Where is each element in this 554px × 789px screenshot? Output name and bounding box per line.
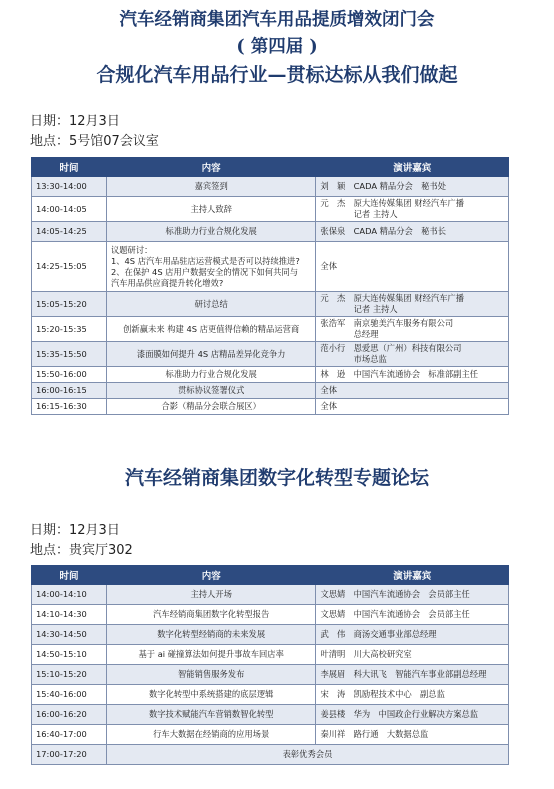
table-row <box>32 585 509 605</box>
cell-time: 15:10-15:20 <box>32 665 107 685</box>
cell-content: 数字技术赋能汽车营销数智化转型 <box>106 705 315 725</box>
cell-time: 17:00-17:20 <box>32 745 107 765</box>
cell-speaker: 张浩军 南京驰美汽车服务有限公司 总经理 <box>316 317 509 342</box>
cell-speaker: 元 杰 原大连传媒集团 财经汽车广播 记者 主持人 <box>316 292 509 317</box>
cell-speaker: 秦川祥 路行通 大数据总监 <box>316 725 509 745</box>
cell-content: 行车大数据在经销商的应用场景 <box>106 725 315 745</box>
cell-speaker: 叶清明 川大高校研究室 <box>316 645 509 665</box>
cell-content: 数字化转型中系统搭建的底层逻辑 <box>106 685 315 705</box>
cell-content: 智能销售服务发布 <box>106 665 315 685</box>
col-header-speaker: 演讲嘉宾 <box>316 566 509 585</box>
cell-content: 表彰优秀会员 <box>106 745 508 765</box>
col-header-content: 内容 <box>106 158 315 177</box>
cell-speaker: 范小行 恩爱思（广州）科技有限公司 市场总监 <box>316 342 509 367</box>
table-row <box>32 342 509 367</box>
table-row <box>32 725 509 745</box>
table-row <box>32 645 509 665</box>
table-row <box>32 745 509 765</box>
cell-content: 漆面膜如何提升 4S 店精品差异化竞争力 <box>106 342 315 367</box>
col-header-speaker: 演讲嘉宾 <box>316 158 509 177</box>
session2-date: 日期：12月3日 <box>30 523 120 538</box>
cell-speaker: 李展眉 科大讯飞 智能汽车事业部副总经理 <box>316 665 509 685</box>
cell-time: 14:00-14:05 <box>32 197 107 222</box>
cell-time: 16:00-16:15 <box>32 383 107 399</box>
table-row <box>32 242 509 292</box>
cell-speaker: 文思婧 中国汽车流通协会 会员部主任 <box>316 605 509 625</box>
cell-time: 14:10-14:30 <box>32 605 107 625</box>
col-header-time: 时间 <box>32 566 107 585</box>
table-row <box>32 665 509 685</box>
cell-speaker: 文思婧 中国汽车流通协会 会员部主任 <box>316 585 509 605</box>
cell-speaker: 刘 颖 CADA 精品分会 秘书处 <box>316 177 509 197</box>
cell-speaker: 全体 <box>316 383 509 399</box>
cell-content: 研讨总结 <box>106 292 315 317</box>
table-row <box>32 383 509 399</box>
session2-schedule-table <box>31 565 509 765</box>
cell-time: 14:25-15:05 <box>32 242 107 292</box>
cell-content: 汽车经销商集团数字化转型报告 <box>106 605 315 625</box>
cell-speaker: 全体 <box>316 399 509 415</box>
table-row <box>32 197 509 222</box>
cell-content: 基于 ai 碰撞算法如何提升事故车回店率 <box>106 645 315 665</box>
cell-time: 15:50-16:00 <box>32 367 107 383</box>
cell-content: 主持人致辞 <box>106 197 315 222</box>
cell-time: 13:30-14:00 <box>32 177 107 197</box>
session1-schedule-table <box>31 157 509 415</box>
cell-time: 16:15-16:30 <box>32 399 107 415</box>
cell-content: 议题研讨： 1、4S 店汽车用品驻店运营模式是否可以持续推进? 2、在保护 4S 店用户数据安全的情况下如何共同与 汽车用品供应商提升转化增效? <box>106 242 315 292</box>
cell-content: 数字化转型经销商的未来发展 <box>106 625 315 645</box>
cell-content: 贯标协议签署仪式 <box>106 383 315 399</box>
cell-speaker: 姜县楼 华为 中国政企行业解决方案总监 <box>316 705 509 725</box>
cell-content: 标准助力行业合规化发展 <box>106 222 315 242</box>
table-row <box>32 177 509 197</box>
cell-time: 15:35-15:50 <box>32 342 107 367</box>
cell-time: 16:40-17:00 <box>32 725 107 745</box>
cell-speaker: 全体 <box>316 242 509 292</box>
col-header-content: 内容 <box>106 566 315 585</box>
cell-speaker: 宋 涛 凯励程技术中心 副总监 <box>316 685 509 705</box>
cell-time: 14:05-14:25 <box>32 222 107 242</box>
table-header-row <box>32 566 509 585</box>
title-line3: 合规化汽车用品行业—贯标达标从我们做起 <box>96 64 458 86</box>
table-row <box>32 222 509 242</box>
cell-content: 创新赢未来 构建 4S 店更值得信赖的精品运营商 <box>106 317 315 342</box>
title-line1: 汽车经销商集团汽车用品提质增效闭门会 <box>119 10 435 30</box>
cell-content: 标准助力行业合规化发展 <box>106 367 315 383</box>
cell-time: 16:00-16:20 <box>32 705 107 725</box>
title-line2: ( 第四届 ) <box>236 37 318 57</box>
cell-speaker: 武 伟 商汤交通事业部总经理 <box>316 625 509 645</box>
table-row <box>32 685 509 705</box>
session1-date: 日期：12月3日 <box>30 114 120 129</box>
table-row <box>32 705 509 725</box>
cell-speaker: 林 逊 中国汽车流通协会 标准部副主任 <box>316 367 509 383</box>
cell-time: 14:00-14:10 <box>32 585 107 605</box>
table-row <box>32 292 509 317</box>
cell-speaker: 张保泉 CADA 精品分会 秘书长 <box>316 222 509 242</box>
table-row <box>32 367 509 383</box>
session2-location: 地点：贵宾厅302 <box>30 543 133 558</box>
table-row <box>32 625 509 645</box>
cell-speaker: 元 杰 原大连传媒集团 财经汽车广播 记者 主持人 <box>316 197 509 222</box>
table-row <box>32 317 509 342</box>
cell-time: 15:05-15:20 <box>32 292 107 317</box>
cell-content: 嘉宾签到 <box>106 177 315 197</box>
cell-time: 14:50-15:10 <box>32 645 107 665</box>
cell-time: 15:20-15:35 <box>32 317 107 342</box>
table-row <box>32 399 509 415</box>
table-row <box>32 605 509 625</box>
cell-content: 合影（精品分会联合展区） <box>106 399 315 415</box>
cell-time: 14:30-14:50 <box>32 625 107 645</box>
cell-content: 主持人开场 <box>106 585 315 605</box>
col-header-time: 时间 <box>32 158 107 177</box>
session1-location: 地点：5号馆07会议室 <box>30 134 159 149</box>
table-header-row <box>32 158 509 177</box>
session2-title: 汽车经销商集团数字化转型专题论坛 <box>124 467 429 489</box>
cell-time: 15:40-16:00 <box>32 685 107 705</box>
